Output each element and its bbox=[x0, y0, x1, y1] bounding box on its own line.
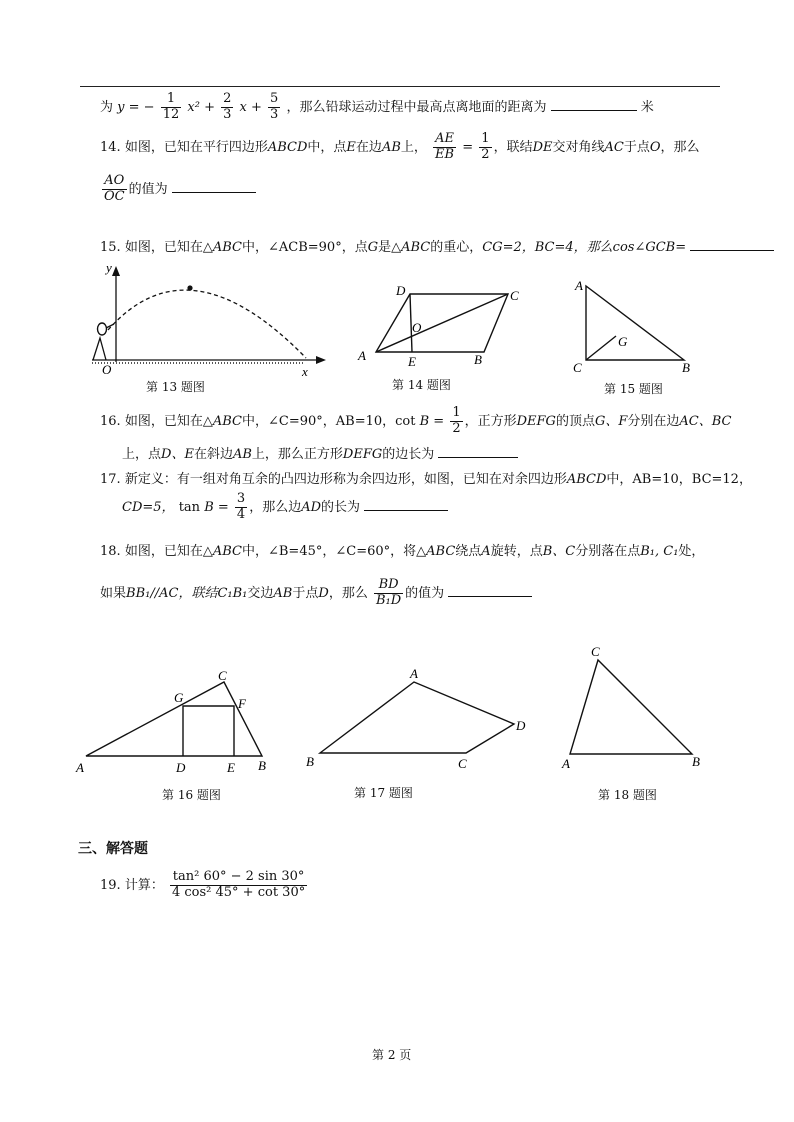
fig16-label-D: D bbox=[176, 760, 186, 775]
question-17-line1: 17. 新定义：有一组对角互余的凸四边形称为余四边形，如图，已知在对余四边形ABCD中，AB=10，BC=12， bbox=[100, 472, 752, 487]
quadrilateral-ABCD bbox=[320, 682, 514, 753]
caption-fig14: 第 14 题图 bbox=[392, 378, 451, 392]
fig17-label-A: A bbox=[410, 666, 418, 681]
answer-blank[interactable] bbox=[364, 498, 448, 511]
fig16-label-B: B bbox=[258, 758, 266, 773]
question-16-line2: 上，点D、E在斜边AB上，那么正方形DEFG的边长为 bbox=[122, 443, 518, 462]
fraction: $\frac{AO}{OC}$ bbox=[104, 173, 125, 204]
fig17-label-D: D bbox=[516, 718, 526, 733]
figure-16 bbox=[72, 664, 282, 776]
fig14-label-O: O bbox=[412, 320, 422, 335]
fraction: $\frac{2}{3}$ bbox=[223, 91, 232, 122]
answer-blank[interactable] bbox=[690, 238, 774, 251]
fig16-label-C: C bbox=[218, 668, 227, 683]
question-15-line: 15. 如图，已知在△ABC中，∠ACB=90°，点G是△ABC的重心，CG=2，BC=4，那么cos∠GCB= bbox=[100, 236, 774, 255]
peak-point bbox=[187, 285, 192, 290]
fig18-label-A: A bbox=[562, 756, 570, 771]
fig15-label-A: A bbox=[575, 278, 583, 293]
fig13-label-x: x bbox=[302, 364, 308, 378]
fraction: $\frac{BD}{\text{B₁D}}$ bbox=[375, 577, 402, 608]
answer-blank[interactable] bbox=[172, 180, 256, 193]
thrower-legs bbox=[93, 338, 106, 360]
fig15-label-B: B bbox=[682, 360, 690, 375]
question-16-line1: 16. 如图，已知在△ABC中，∠C=90°，AB=10，cot B = $\frac{1}{2}$ ，正方形DEFG的顶点G、F分别在边AC、BC bbox=[100, 405, 732, 436]
fig17-label-B: B bbox=[306, 754, 314, 769]
figure-13 bbox=[84, 258, 334, 378]
figure-14 bbox=[352, 282, 532, 366]
fraction: $\frac{1}{12}$ bbox=[162, 91, 180, 122]
x-axis-arrow bbox=[316, 356, 326, 364]
answer-blank[interactable] bbox=[438, 445, 518, 458]
section-title: 三、解答题 bbox=[78, 841, 148, 857]
fig14-label-A: A bbox=[358, 348, 366, 363]
fig16-label-E: E bbox=[227, 760, 235, 775]
fig18-label-B: B bbox=[692, 754, 700, 769]
caption-fig15: 第 15 题图 bbox=[604, 382, 663, 396]
question-14-line2: $\frac{AO}{OC}$ 的值为 bbox=[100, 174, 256, 205]
page-number: 第 2 页 bbox=[372, 1048, 412, 1062]
caption-fig13: 第 13 题图 bbox=[146, 380, 205, 394]
question-19-line: 19. 计算： $\frac{\text{tan² 60° − 2 sin 30°}}{\text{4 cos² 45° + cot 30°}}$ bbox=[100, 869, 306, 900]
fig13-label-O: O bbox=[102, 362, 112, 377]
fig15-label-G: G bbox=[618, 334, 628, 349]
caption-fig18: 第 18 题图 bbox=[598, 788, 657, 802]
answer-blank[interactable] bbox=[551, 98, 637, 111]
fig14-label-C: C bbox=[510, 288, 519, 303]
fig17-label-C: C bbox=[458, 756, 467, 771]
question-14-line1: 14. 如图，已知在平行四边形ABCD中，点E在边AB上， $\frac{AE}{EB}$ = $\frac{1}{2}$ ，联结DE交对角线AC于点O，那么 bbox=[100, 131, 700, 162]
fraction: $\frac{1}{2}$ bbox=[452, 405, 461, 436]
fig13-label-y: y bbox=[106, 260, 112, 275]
fig15-label-C: C bbox=[573, 360, 582, 375]
fraction: $\frac{AE}{EB}$ bbox=[435, 131, 455, 162]
fraction: $\frac{1}{2}$ bbox=[481, 131, 490, 162]
triangle-ABC bbox=[570, 660, 692, 754]
fraction: $\frac{3}{4}$ bbox=[236, 491, 246, 522]
question-17-line2: CD=5， tan B = $\frac{3}{4}$ ，那么边AD的长为 bbox=[122, 492, 448, 523]
expression-fraction: $\frac{\text{tan² 60° − 2 sin 30°}}{\text{4 cos² 45° + cot 30°}}$ bbox=[171, 869, 306, 900]
question-18-line1: 18. 如图，已知在△ABC中，∠B=45°，∠C=60°，将△ABC绕点A旋转，点B、C分别落在点B₁, C₁处， bbox=[100, 544, 705, 559]
fig16-label-A: A bbox=[76, 760, 84, 775]
fig16-label-G: G bbox=[174, 690, 184, 705]
caption-fig16: 第 16 题图 bbox=[162, 788, 221, 802]
figure-18 bbox=[556, 642, 716, 774]
answer-blank[interactable] bbox=[448, 584, 532, 597]
y-axis-arrow bbox=[112, 266, 120, 276]
fig14-label-D: D bbox=[396, 283, 406, 298]
fig16-label-F: F bbox=[238, 696, 246, 711]
header-rule bbox=[80, 86, 720, 87]
segment-CG bbox=[586, 336, 616, 360]
square-DEFG bbox=[183, 706, 234, 756]
trajectory-curve bbox=[108, 290, 306, 358]
fig18-label-C: C bbox=[591, 644, 600, 659]
figure-17 bbox=[300, 666, 540, 776]
caption-fig17: 第 17 题图 bbox=[354, 786, 413, 800]
question-13-line: 为 y = − $\frac{1}{12}$ x² + $\frac{2}{3}$ x + $\frac{5}{3}$ ，那么铅球运动过程中最高点离地面的距离为 米 bbox=[100, 91, 654, 122]
question-18-line2: 如果BB₁//AC，联结C₁B₁交边AB于点D，那么 $\frac{BD}{\text{B₁D}}$ 的值为 bbox=[100, 578, 532, 609]
fig14-label-B: B bbox=[474, 352, 482, 366]
fraction: $\frac{5}{3}$ bbox=[270, 91, 279, 122]
figure-15 bbox=[570, 272, 700, 378]
fig14-label-E: E bbox=[408, 354, 416, 366]
thrower-head bbox=[98, 323, 107, 335]
